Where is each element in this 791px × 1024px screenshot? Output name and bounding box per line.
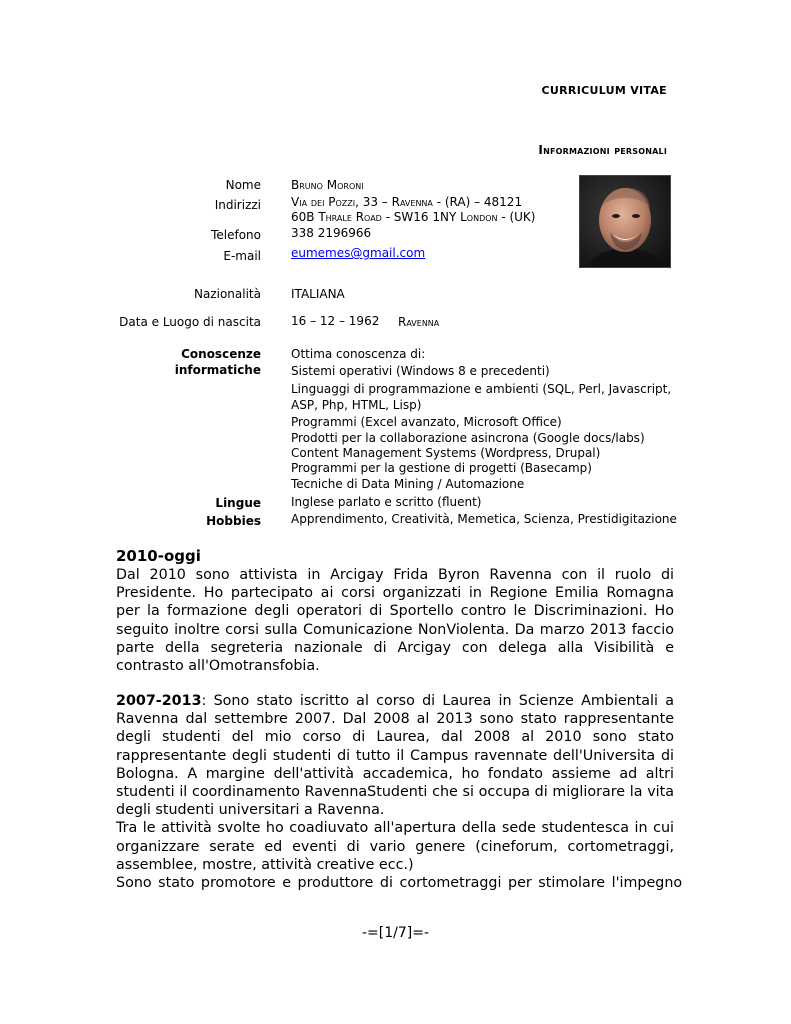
paragraph-2010-text: Dal 2010 sono attivista in Arcigay Frida Byron Ravenna con il ruolo di Presidente. Ho partecipato ai corsi organizzati in Regione Emilia Romagna per la formazione degli operatori di Sportello contro le Discriminazioni. Ho seguito inoltre corsi sulla Comunicazione NonViolenta. Da marzo 2013 faccio parte della segreteria nazionale di Arcigay con delega alla Visibilità e contrasto all'Omotransfobia. bbox=[116, 567, 674, 675]
document-title: CURRICULUM VITAE bbox=[541, 84, 667, 97]
skill-item: Linguaggi di programmazione e ambienti (SQL, Perl, Javascript, bbox=[291, 382, 672, 396]
skill-item: Programmi (Excel avanzato, Microsoft Office) bbox=[291, 415, 562, 429]
skill-item: ASP, Php, HTML, Lisp) bbox=[291, 398, 422, 412]
label-computer-skills-2: informatiche bbox=[174, 363, 261, 377]
paragraph-2007-second: Tra le attività svolte ho coadiuvato all'apertura della sede studentesca in cui organizzare serate ed eventi di vario genere (cineforum, cortometraggi, assemblee, mostre, attività creative ecc.) bbox=[116, 820, 674, 873]
page-number: -=[1/7]=- bbox=[361, 925, 430, 941]
label-hobbies: Hobbies bbox=[206, 514, 261, 528]
paragraph-2007-first bbox=[116, 692, 674, 819]
value-address-line1: Via dei Pozzi, 33 – Ravenna - (RA) – 48121 bbox=[291, 195, 523, 209]
paragraph-2007 bbox=[116, 692, 683, 892]
value-phone: 338 2196966 bbox=[291, 226, 372, 240]
label-languages: Lingue bbox=[215, 496, 261, 510]
profile-photo bbox=[579, 175, 671, 268]
heading-2007-2013: 2007-2013 bbox=[116, 693, 202, 709]
paragraph-2007-text: : Sono stato iscritto al corso di Laurea in Scienze Ambientali a Ravenna dal settembre 2007. Dal 2008 al 2013 sono stato rappresentante degli studenti del mio corso di Laurea, dal 2008 al 2010 sono stato rappresentante degli studenti di tutto il Campus ravennate dell'Universita di Bologna. A margine dell'attività accademica, ho fondato assieme ad altri studenti il coordinamento RavennaStudenti che si occupa di migliorare la vita degli studenti universitari a Ravenna. bbox=[116, 693, 674, 819]
value-address-line2: 60B Thrale Road - SW16 1NY London - (UK) bbox=[291, 210, 536, 224]
paragraph-2007-third: Sono stato promotore e produttore di cortometraggi per stimolare l'impegno bbox=[116, 875, 683, 892]
skill-item: Content Management Systems (Wordpress, Drupal) bbox=[291, 446, 601, 460]
skill-item: Programmi per la gestione di progetti (Basecamp) bbox=[291, 461, 592, 475]
label-name: Nome bbox=[225, 178, 261, 192]
section-title-personal-info: Informazioni personali bbox=[538, 143, 667, 157]
value-nationality: ITALIANA bbox=[291, 287, 345, 301]
value-birth-date: 16 – 12 – 1962 bbox=[291, 314, 380, 328]
portrait-image bbox=[580, 176, 671, 268]
value-birth-place: Ravenna bbox=[398, 315, 440, 329]
label-computer-skills-1: Conoscenze bbox=[181, 347, 261, 361]
email-link[interactable]: eumemes@gmail.com bbox=[291, 246, 426, 260]
label-birth: Data e Luogo di nascita bbox=[119, 315, 261, 329]
heading-2010-present: 2010-oggi bbox=[116, 547, 201, 565]
value-languages: Inglese parlato e scritto (fluent) bbox=[291, 495, 482, 509]
skill-item: Ottima conoscenza di: bbox=[291, 347, 426, 361]
skill-item: Prodotti per la collaborazione asincrona (Google docs/labs) bbox=[291, 431, 645, 445]
value-name: Bruno Moroni bbox=[291, 178, 364, 192]
value-hobbies: Apprendimento, Creatività, Memetica, Scienza, Prestidigitazione bbox=[291, 512, 677, 526]
label-phone: Telefono bbox=[211, 228, 261, 242]
skill-item: Tecniche di Data Mining / Automazione bbox=[291, 477, 525, 491]
label-nationality: Nazionalità bbox=[194, 287, 261, 301]
label-email: E-mail bbox=[223, 249, 261, 263]
paragraph-2010 bbox=[116, 566, 674, 675]
label-address: Indirizzi bbox=[214, 198, 261, 212]
skill-item: Sistemi operativi (Windows 8 e precedenti) bbox=[291, 364, 550, 378]
